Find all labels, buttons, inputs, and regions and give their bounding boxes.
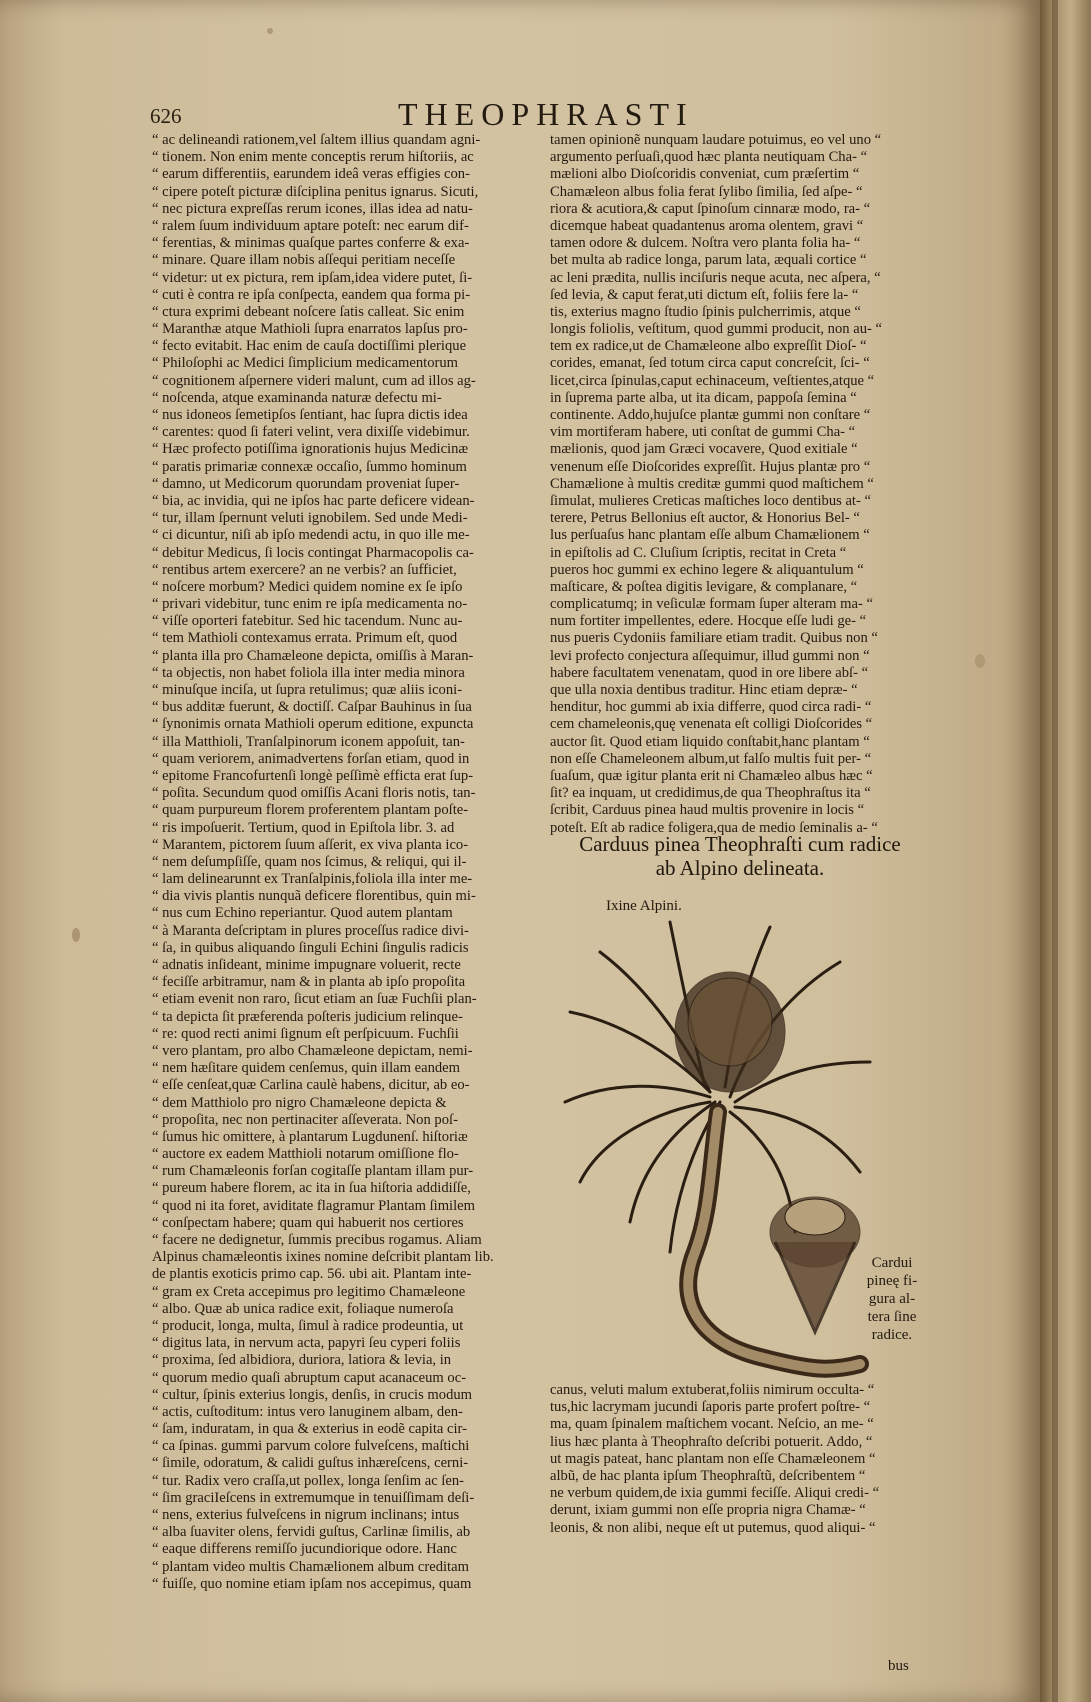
ink-spot — [72, 928, 80, 942]
text-line: “ gram ex Creta accepimus pro legitimo Chamæleone — [152, 1283, 466, 1300]
text-line: “ poſita. Secundum quod omiſſis Acani floris notis, tan- — [152, 785, 476, 802]
text-line: argumento perſuaſi,quod hæc planta neutiquam Cha- “ — [550, 149, 868, 166]
text-line: “ nec pictura expreſſas rerum icones, illas idea ad natu- — [152, 200, 473, 217]
text-line: “ auctore ex eadem Matthioli notarum omiſſione flo- — [152, 1146, 459, 1163]
text-line: ut magis pateat, hanc plantam non eſſe Chamæleonem “ — [550, 1450, 876, 1467]
text-line: in epiſtolis ad C. Cluſium ſcriptis, recitat in Creta “ — [550, 544, 847, 561]
text-line: tus,hic lacrymam jucundi ſaporis parte profert poſtre- “ — [550, 1399, 871, 1416]
text-line: “ nens, exterius fulveſcens in nigrum inclinans; intus — [152, 1507, 460, 1523]
text-line: albũ, de hac planta ipſum Theophraſtũ, deſcribentem “ — [550, 1467, 866, 1484]
text-line: “ à Maranta deſcriptam in plures proceſſus radice divi- — [152, 922, 469, 939]
text-line: vim mortiferam habere, uti conſtat de gummi Cha- “ — [550, 424, 856, 441]
facing-page-edge — [1040, 0, 1091, 1702]
text-line: “ ca ſpinas. gummi parvum colore fulveſcens, maſtichi — [152, 1438, 470, 1455]
text-line: in ſuprema parte alba, ut ita dicam, pappoſa ſemina “ — [550, 389, 857, 406]
side-label-line: pineę fi- — [866, 1273, 918, 1289]
text-line: “ cognitionem aſpernere videri malunt, cum ad illos ag- — [152, 372, 476, 389]
text-line: corides, emanat, ſed totum circa caput concreſcit, ſci- “ — [550, 355, 870, 372]
text-line: ſimulat, mulieres Creticas maſtiches loco dentibus at- “ — [550, 492, 871, 509]
text-line: “ tur, illam ſpernunt veluti ignobilem. Sed unde Medi- — [152, 510, 468, 527]
text-line: “ noſcenda, atque examinanda naturæ defectu mi- — [152, 389, 442, 406]
text-line: “ albo. Quæ ab unica radice exit, foliaque numeroſa — [152, 1300, 454, 1317]
binding-shadow — [1052, 0, 1058, 1702]
text-line: non eſſe Chameleonem album,ut falſo multis fuit per- “ — [550, 750, 872, 767]
running-title: THEOPHRASTI — [398, 96, 694, 132]
text-line: “ eaque differens remiſſo jucundiorique odore. Hanc — [152, 1541, 457, 1558]
text-line: “ Philoſophi ac Medici ſimplicium medicamentorum — [152, 355, 458, 372]
text-line: “ plantam video multis Chamælionem album creditam — [152, 1558, 469, 1575]
text-line: bet multa ab radice longa, parum lata, æquali cortice “ — [550, 252, 867, 269]
text-line: nus pueris Cydoniis familiare etiam tradit. Quibus non “ — [550, 630, 878, 647]
text-line: Chamæleon albus folia ferat ſylibo ſimilia, ſed aſpe- “ — [550, 183, 863, 200]
text-line: Chamælione à multis creditæ gummi quod maſtichem “ — [550, 475, 874, 492]
text-line: “ re: quod recti animi ſignum eſt perſpicuum. Fuchſii — [152, 1025, 459, 1042]
text-line: ſcribit, Carduus pinea haud multis provenire in locis “ — [550, 802, 865, 819]
ink-spot — [975, 654, 985, 668]
text-line: “ damno, ut Medicorum quorundam proveniat ſuper- — [152, 475, 460, 492]
text-line: “ ſa, in quibus aliquando ſinguli Echini ſingulis radicis — [152, 939, 469, 956]
caption-line: ab Alpino delineata. — [655, 856, 825, 880]
text-line: ſit? ea inquam, ut credidimus,de qua Theophraſtus ita “ — [550, 785, 871, 802]
text-line: “ quorum medio quaſi abruptum caput acanaceum oc- — [152, 1369, 467, 1386]
text-line: “ ralem ſuum individuum aptare poteſt: nec earum dif- — [152, 217, 469, 234]
ink-spot — [267, 28, 273, 34]
side-label-line: gura al- — [868, 1291, 916, 1307]
text-line: “ epitome Francofurtenſi longè peſſimè efficta erat ſup- — [152, 767, 474, 784]
text-line: “ cuti è contra re ipſa conſpecta, eandem qua forma pi- — [152, 286, 471, 303]
text-line: “ ci dicuntur, niſi ab ipſo medendi actu, in quo ille me- — [152, 527, 470, 544]
text-line: “ quod ni ita foret, aviditate flagramur Plantam ſimilem — [152, 1197, 475, 1214]
text-line: ne verbum quidem,de ixia gummi feciſſe. Aliqui credi- “ — [550, 1485, 880, 1502]
text-line: “ ctura exprimi debeant noſcere ſatis calleat. Sic enim — [152, 303, 465, 320]
text-line: tamen opinionẽ nunquam laudare potuimus, eo vel uno “ — [550, 132, 882, 148]
text-line: venenum eſſe Dioſcorides expreſſit. Hujus plantæ pro “ — [550, 458, 871, 475]
text-line: “ Maranthæ atque Mathioli ſupra enarratos lapſus pro- — [152, 321, 468, 338]
text-line: “ etiam evenit non raro, ſicut etiam an ſuæ Fuchſii plan- — [152, 991, 477, 1008]
text-line: “ planta illa pro Chamæleone depicta, omiſſis à Maran- — [152, 647, 474, 664]
text-line: “ quam veriorem, animadvertens forſan etiam, quod in — [152, 750, 470, 767]
text-line: “ nem hæſitare quidem cenſemus, quin illam eandem — [152, 1060, 461, 1077]
text-line: que ulla noxia dentibus traditur. Hinc etiam depræ- “ — [550, 682, 858, 698]
text-line: habere facultatem venenatam, quod in ore libere abſ- “ — [550, 664, 869, 681]
text-line: “ vero plantam, pro albo Chamæleone depictam, nemi- — [152, 1042, 473, 1059]
text-line: Alpinus chamæleontis ixines nomine deſcribit plantam lib. — [152, 1249, 494, 1266]
figure-caption — [560, 832, 920, 880]
text-line: ac leni prædita, nullis inciſuris neque acuta, nec aſpera, “ — [550, 269, 881, 286]
text-line: “ proxima, ſed albidiora, duriora, latiora & levia, in — [152, 1352, 452, 1369]
text-line: “ dem Matthiolo pro nigro Chamæleone depicta & — [152, 1094, 447, 1111]
text-line: “ dia vivis plantis nunquã deficere florentibus, quin mi- — [152, 888, 476, 905]
text-line: ſuaſum, quæ igitur planta erit ni Chamæleo albus hæc “ — [550, 767, 873, 784]
text-line: auctor ſit. Quod etiam liquido conſtabit,hanc plantam “ — [550, 733, 870, 750]
side-label-line: tera ſine — [867, 1309, 917, 1325]
text-line: “ ac delineandi rationem,vel ſaltem illius quandam agni- — [152, 132, 481, 148]
catchword: bus — [888, 1658, 909, 1674]
text-line: levi profecto conjectura aſſequimur, illud gummi non “ — [550, 647, 870, 664]
text-line: complicatumq; in veſiculæ formam ſuper alteram ma- “ — [550, 596, 873, 613]
text-line: “ nus idoneos ſemetipſos ſentiant, hac ſupra dictis idea — [152, 407, 468, 423]
text-line: “ ſumus hic omittere, à plantarum Lugdunenſ. hiſtoriæ — [152, 1128, 468, 1145]
text-line: “ lam delinearunnt ex Tranſalpinis,foliola illa inter me- — [152, 871, 473, 888]
text-line: tamen odore & dulcem. Noſtra vero planta folia ha- “ — [550, 235, 861, 252]
text-line: “ adnatis inſideant, minime impugnare voluerit, recte — [152, 957, 461, 973]
text-line: “ ſynonimis ornata Mathioli operum editione, expuncta — [152, 716, 474, 733]
right-text-column-top — [550, 132, 922, 837]
text-line: “ earum differentiis, earundem ideâ veras effigies con- — [152, 166, 470, 183]
text-line: “ alba ſuaviter olens, fervidi guſtus, Carlinæ ſimilis, ab — [152, 1524, 471, 1541]
text-line: “ facere ne dedignetur, ſummis precibus rogamus. Aliam — [152, 1232, 482, 1248]
text-line: “ ſimile, odoratum, & calidi guſtus inhæreſcens, cerni- — [152, 1455, 469, 1472]
text-line: “ bia, ac invidia, qui ne ipſos hac parte deficere videan- — [152, 492, 475, 509]
text-line: derunt, ixiam gummi non eſſe propria nigra Chamæ- “ — [550, 1502, 866, 1519]
text-line: “ digitus lata, in nervum acta, papyri ſeu cyperi foliis — [152, 1335, 461, 1352]
text-line: ſed levia, & caput ferat,uti dictum eſt, foliis fere la- “ — [550, 286, 859, 303]
text-line: pueros hoc gummi ex echino legere & aliquantulum “ — [550, 561, 864, 578]
right-text-column-bottom — [550, 1382, 922, 1537]
text-line: “ fecto evitabit. Hac enim de cauſa doctiſſimi plerique — [152, 338, 467, 355]
text-line: tis, exterius magno ſtudio ſpinis pulcherrimis, atque “ — [550, 303, 861, 320]
woodcut-illustration — [560, 912, 880, 1382]
text-line: longis foliolis, veſtitum, quod gummi producit, non au- “ — [550, 321, 882, 338]
text-line: “ quam purpureum florem proferentem plantam poſte- — [152, 802, 469, 819]
text-line: lius hæc planta à Theophraſto deſcribi potuerit. Addo, “ — [550, 1433, 873, 1450]
text-line: “ tur. Radix vero craſſa,ut pollex, longa ſenſim ac ſen- — [152, 1472, 465, 1489]
text-line: “ ta depicta ſit præferenda poſteris judicium relinque- — [152, 1008, 463, 1025]
text-line: continente. Addo,hujuſce plantæ gummi non conſtare “ — [550, 407, 871, 423]
text-line: canus, veluti malum extuberat,foliis nimirum occulta- “ — [550, 1382, 875, 1398]
text-line: lus perſuaſus hanc plantam eſſe album Chamælionem “ — [550, 527, 870, 544]
text-line: “ rum Chamæleonis forſan cogitaſſe plantam illam pur- — [152, 1163, 474, 1180]
side-label-line: radice. — [871, 1327, 913, 1343]
text-line: “ minare. Quare illam nobis aſſequi peritiam neceſſe — [152, 252, 456, 269]
text-line: “ debitur Medicus, ſi locis contingat Pharmacopolis ca- — [152, 544, 474, 561]
text-line: “ paratis primariæ connexæ occaſio, ſummo hominum — [152, 458, 467, 475]
left-text-column — [152, 132, 530, 1593]
text-line: ma, quam ſpinalem maſtichem vocant. Neſcio, an me- “ — [550, 1416, 874, 1433]
text-line: “ minuſque inciſa, ut ſupra retulimus; quæ aliis iconi- — [152, 682, 463, 698]
text-line: tem ex radice,ut de Chamæleone albo expreſſit Dioſ- “ — [550, 338, 867, 355]
side-label-line: Cardui — [871, 1255, 913, 1271]
figure-label-ixine: Ixine Alpini. — [606, 898, 682, 914]
text-line: “ ſim graciIeſcens in extremumque in tenuiſſimam deſi- — [152, 1489, 475, 1506]
text-line: henditur, hoc gummi ab ixia differre, quod circa radi- “ — [550, 699, 872, 716]
text-line: “ cultur, ſpinis exterius longis, denſis, in crucis modum — [152, 1386, 473, 1403]
text-line: maſticare, & poſtea digitis levigare, & complanare, “ — [550, 578, 858, 595]
text-line: “ Marantem, pictorem ſuum aſſerit, ex viva planta ico- — [152, 836, 469, 853]
figure-side-label — [858, 1254, 926, 1344]
text-line: de plantis exoticis primo cap. 56. ubi ait. Plantam inte- — [152, 1266, 472, 1283]
text-line: “ conſpectam habere; quam qui habuerit nos certiores — [152, 1214, 464, 1231]
text-line: “ rentibus artem exercere? an ne verbis? an ſufficiet, — [152, 561, 457, 578]
text-line: “ tionem. Non enim mente conceptis rerum hiſtoriis, ac — [152, 149, 474, 166]
text-line: mælioni albo Dioſcoridis conveniat, cum præſertim “ — [550, 166, 860, 183]
text-line: “ bus additæ fuerunt, & doctiſſ. Caſpar Bauhinus in ſua — [152, 699, 472, 716]
text-line: “ viſſe oporteri fatebitur. Sed hic tacendum. Nunc au- — [152, 613, 463, 630]
text-line: “ illa Matthioli, Tranſalpinorum iconem appoſuit, tan- — [152, 733, 465, 750]
text-line: “ producit, longa, multa, ſimul à radice prodeuntia, ut — [152, 1317, 464, 1334]
text-line: “ carentes: quod ſi fateri velint, vera dixiſſe videbimur. — [152, 424, 470, 441]
text-line: riora & acutiora,& caput ſpinoſum cinnaræ modo, ra- “ — [550, 200, 871, 217]
text-line: terere, Petrus Bellonius eſt auctor, & Honorius Bel- “ — [550, 510, 860, 527]
text-line: “ actis, cuſtoditum: intus vero lanuginem albam, den- — [152, 1403, 463, 1420]
text-line: “ ris impoſuerit. Tertium, quod in Epiſtola libr. 3. ad — [152, 819, 455, 836]
text-line: “ pureum habere florem, ac ita in ſua hiſtoria addidiſſe, — [152, 1180, 471, 1197]
plant-secondary — [770, 1197, 860, 1332]
text-line: “ ſam, induratam, in qua & exterius in eodẽ capita cir- — [152, 1421, 467, 1438]
text-line: “ fuiſſe, quo nomine etiam ipſam nos accepimus, quam — [152, 1575, 472, 1592]
page-header — [150, 96, 970, 136]
text-line: “ noſcere morbum? Medici quidem nomine ex ſe ipſo — [152, 578, 463, 595]
text-line: dicemque habeat quadantenus aroma olentem, gravi “ — [550, 217, 864, 234]
text-line: “ nus cum Echino reperiantur. Quod autem plantam — [152, 905, 453, 922]
text-line: “ privari videbitur, tunc enim re ipſa medicamenta no- — [152, 596, 468, 613]
text-line: cem chameleonis,quę venenata eſt colligi Dioſcorides “ — [550, 716, 873, 733]
text-line: mælionis, quod jam Græci vocavere, Quod exitiale “ — [550, 441, 858, 458]
text-line: leonis, & non alibi, neque eſt ut putemus, quod aliqui- “ — [550, 1519, 876, 1536]
text-line: “ Hæc profecto potiſſima ignorationis hujus Medicinæ — [152, 441, 469, 458]
caption-line: Carduus pinea Theophraſti cum radice — [579, 832, 901, 856]
text-line: “ ferentias, & minimas quaſque partes conferre & exa- — [152, 235, 470, 252]
text-line: “ tem Mathioli contexamus errata. Primum eſt, quod — [152, 630, 458, 647]
text-line: “ propoſita, nec non pertinaciter aſſeverata. Non poſ- — [152, 1111, 458, 1128]
text-line: “ eſſe cenſeat,quæ Carlina caulè habens, dicitur, ab eo- — [152, 1077, 470, 1094]
text-line: licet,circa ſpinulas,caput echinaceum, veſtientes,atque “ — [550, 372, 875, 389]
text-line: poteſt. Eſt ab radice foligera,qua de medio ſeminalis a- “ — [550, 819, 878, 836]
text-line: “ nem deſumpſiſſe, quam nos ſcimus, & reliqui, qui il- — [152, 853, 467, 870]
text-line: num fortiter impellentes, edere. Hocque eſſe ludi ge- “ — [550, 613, 867, 630]
text-line: “ feciſſe arbitramur, nam & in planta ab ipſo propoſita — [152, 974, 466, 991]
text-line: “ videtur: ut ex pictura, rem ipſam,idea videre putet, ſi- — [152, 269, 473, 286]
page-number: 626 — [150, 104, 182, 128]
text-line: “ ta objectis, non habet foliola illa inter media minora — [152, 664, 465, 681]
text-line: “ cipere poteſt picturæ diſciplina penitus ignarus. Sicuti, — [152, 183, 479, 200]
